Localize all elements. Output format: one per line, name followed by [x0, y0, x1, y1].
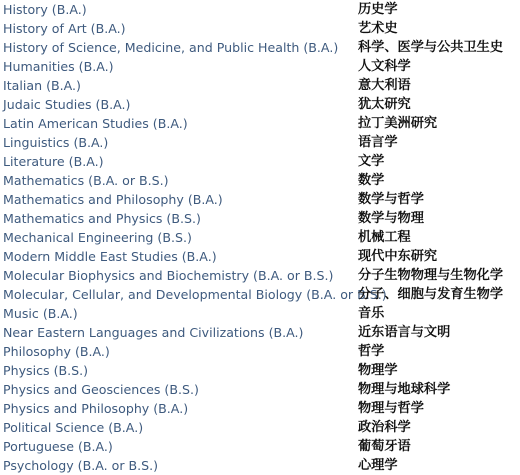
major-name-chinese: 分子、细胞与发育生物学: [358, 287, 504, 302]
major-name-chinese: 政治科学: [358, 420, 411, 435]
major-name-chinese: 历史学: [358, 2, 398, 17]
list-item: [0, 456, 520, 475]
major-name-english: Italian (B.A.): [3, 78, 81, 93]
list-item: [0, 247, 520, 266]
major-name-chinese: 文学: [358, 154, 385, 169]
major-name-english: Judaic Studies (B.A.): [3, 97, 131, 112]
major-name-chinese: 科学、医学与公共卫生史: [358, 40, 504, 55]
major-name-english: Physics (B.S.): [3, 363, 89, 378]
major-name-chinese: 现代中东研究: [358, 249, 438, 264]
major-name-chinese: 哲学: [358, 344, 385, 359]
major-name-english: Mechanical Engineering (B.S.): [3, 230, 192, 245]
list-item: [0, 114, 520, 133]
list-item: [0, 190, 520, 209]
major-name-chinese: 心理学: [358, 458, 398, 473]
major-name-english: Physics and Geosciences (B.S.): [3, 382, 199, 397]
major-name-chinese: 数学与哲学: [358, 192, 424, 207]
major-name-english: History of Art (B.A.): [3, 21, 126, 36]
list-item: [0, 342, 520, 361]
major-name-chinese: 数学与物理: [358, 211, 424, 226]
list-item: [0, 228, 520, 247]
major-name-english: Philosophy (B.A.): [3, 344, 110, 359]
major-name-chinese: 音乐: [358, 306, 385, 321]
list-item: [0, 323, 520, 342]
major-name-english: Humanities (B.A.): [3, 59, 114, 74]
list-item: [0, 171, 520, 190]
major-name-english: Mathematics and Physics (B.S.): [3, 211, 201, 226]
list-item: [0, 152, 520, 171]
list-item: [0, 133, 520, 152]
list-item: [0, 304, 520, 323]
major-name-english: Literature (B.A.): [3, 154, 104, 169]
major-name-chinese: 分子生物物理与生物化学: [358, 268, 504, 283]
major-name-english: History (B.A.): [3, 2, 87, 17]
major-name-english: Near Eastern Languages and Civilizations (B.A.): [3, 325, 304, 340]
major-name-english: Physics and Philosophy (B.A.): [3, 401, 189, 416]
major-name-english: Molecular Biophysics and Biochemistry (B.A. or B.S.): [3, 268, 334, 283]
major-name-english: Political Science (B.A.): [3, 420, 144, 435]
major-name-english: Music (B.A.): [3, 306, 78, 321]
list-item: [0, 95, 520, 114]
list-item: [0, 266, 520, 285]
major-name-chinese: 物理与哲学: [358, 401, 424, 416]
major-name-chinese: 意大利语: [358, 78, 411, 93]
major-name-chinese: 数学: [358, 173, 385, 188]
list-item: [0, 57, 520, 76]
list-item: [0, 285, 520, 304]
list-item: [0, 19, 520, 38]
list-item: [0, 76, 520, 95]
list-item: [0, 380, 520, 399]
major-name-english: Mathematics (B.A. or B.S.): [3, 173, 169, 188]
list-item: [0, 361, 520, 380]
list-item: [0, 437, 520, 456]
major-name-chinese: 近东语言与文明: [358, 325, 451, 340]
list-item: [0, 38, 520, 57]
major-name-chinese: 艺术史: [358, 21, 398, 36]
major-name-english: Portuguese (B.A.): [3, 439, 113, 454]
major-name-english: History of Science, Medicine, and Public Health (B.A.): [3, 40, 339, 55]
list-item: [0, 0, 520, 19]
major-name-chinese: 机械工程: [358, 230, 411, 245]
major-name-chinese: 物理与地球科学: [358, 382, 451, 397]
major-name-chinese: 语言学: [358, 135, 398, 150]
major-name-english: Molecular, Cellular, and Developmental Biology (B.A. or B.S.): [3, 287, 387, 302]
major-name-chinese: 拉丁美洲研究: [358, 116, 438, 131]
major-name-english: Latin American Studies (B.A.): [3, 116, 188, 131]
major-name-chinese: 人文科学: [358, 59, 411, 74]
major-name-english: Psychology (B.A. or B.S.): [3, 458, 159, 473]
list-item: [0, 209, 520, 228]
major-name-chinese: 犹太研究: [358, 97, 411, 112]
list-item: [0, 399, 520, 418]
major-name-english: Linguistics (B.A.): [3, 135, 109, 150]
major-name-english: Mathematics and Philosophy (B.A.): [3, 192, 223, 207]
list-item: [0, 418, 520, 437]
major-name-chinese: 物理学: [358, 363, 398, 378]
major-name-chinese: 葡萄牙语: [358, 439, 411, 454]
major-name-english: Modern Middle East Studies (B.A.): [3, 249, 217, 264]
